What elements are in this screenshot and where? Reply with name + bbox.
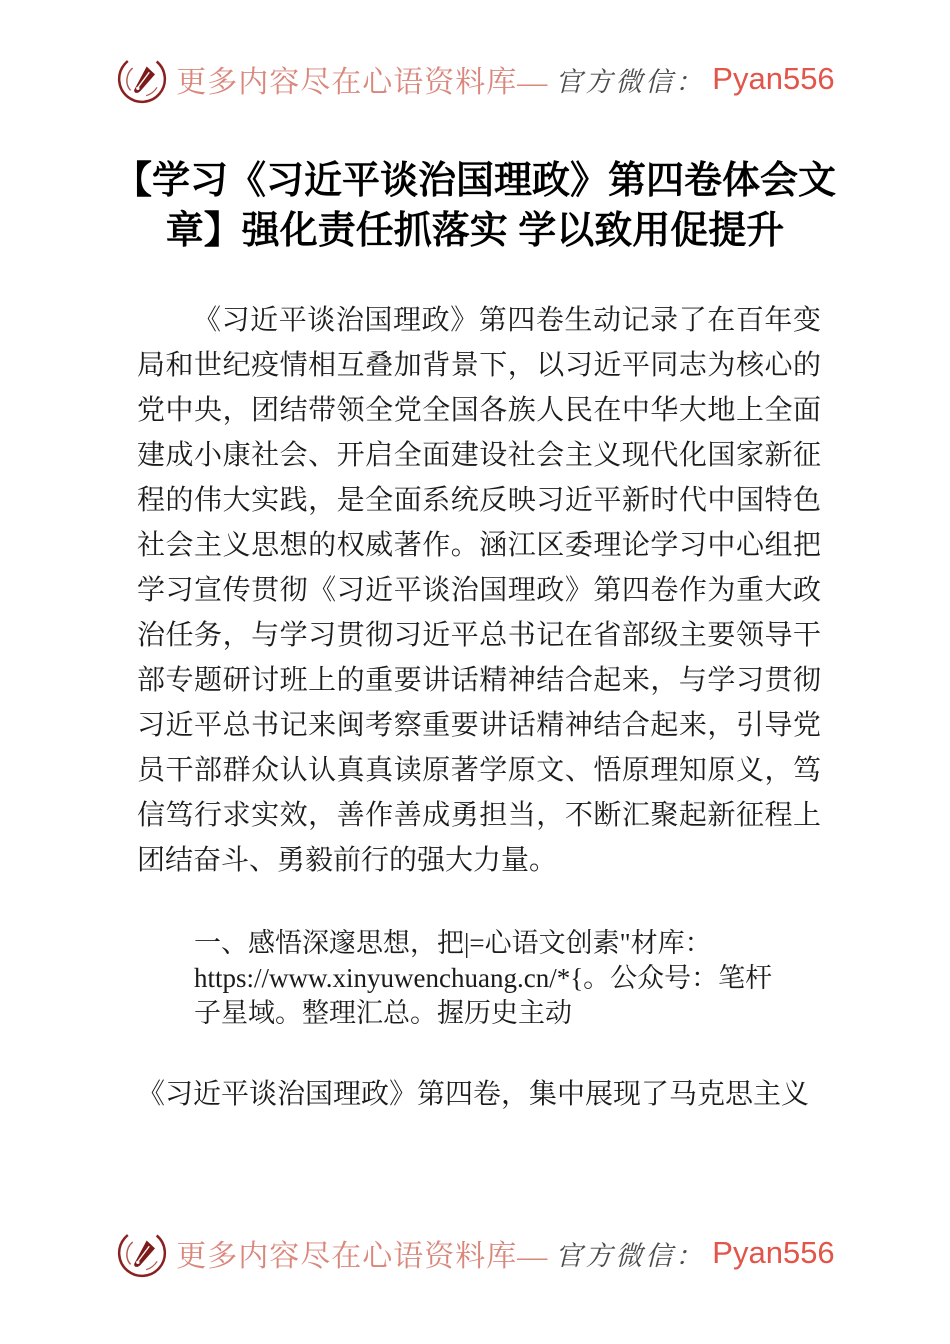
section-line-1: 一、感悟深邃思想，把|=心语文创素"材库： <box>194 928 712 958</box>
paragraph-intro: 《习近平谈治国理政》第四卷生动记录了在百年变局和世纪疫情相互叠加背景下，以习近平同志为核心的党中央，团结带领全党全国各族人民在中华大地上全面建成小康社会、开启全面建设社会主义现代化国家新征程的伟大实践，是全面系统反映习近平新时代中国特色社会主义思想的权威著作。涵江区委理论学习中心组把学习宣传贯彻《习近平谈治国理政》第四卷作为重大政治任务，与学习贯彻习近平总书记在省部级主要领导干部专题研讨班上的重要讲话精神结合起来，与学习贯彻习近平总书记来闽考察重要讲话精神结合起来，引导党员干部群众认认真真读原著学原文、悟原理知原义，笃信笃行求实效，善作善成勇担当，不断汇聚起新征程上团结奋斗、勇毅前行的强大力量。 <box>137 305 821 876</box>
paragraph-second: 《习近平谈治国理政》第四卷，集中展现了马克思主义 <box>137 1079 810 1110</box>
brand-text: 更多内容尽在心语资料库— <box>176 1240 549 1273</box>
article-title <box>105 156 845 256</box>
wechat-id: Pyan556 <box>712 1235 835 1270</box>
pen-seal-logo-icon <box>115 1226 169 1280</box>
wechat-label: 官方微信： <box>555 66 706 98</box>
wechat-label: 官方微信： <box>555 1240 706 1272</box>
section-line-url: https://www.xinyuwenchuang.cn/*{。公众号：笔杆 <box>194 963 773 993</box>
wechat-id: Pyan556 <box>712 61 835 96</box>
brand-text: 更多内容尽在心语资料库— <box>176 66 549 99</box>
section-heading-block <box>194 926 834 1031</box>
article-title-line1: 【学习《习近平谈治国理政》第四卷体会文 <box>113 160 836 202</box>
section-line-3: 子星域。整理汇总。握历史主动 <box>194 998 572 1028</box>
article-title-line2: 章】强化责任抓落实 学以致用促提升 <box>165 210 785 252</box>
footer-banner <box>0 1226 950 1280</box>
pen-seal-logo-icon <box>115 52 169 106</box>
header-banner <box>0 52 950 106</box>
